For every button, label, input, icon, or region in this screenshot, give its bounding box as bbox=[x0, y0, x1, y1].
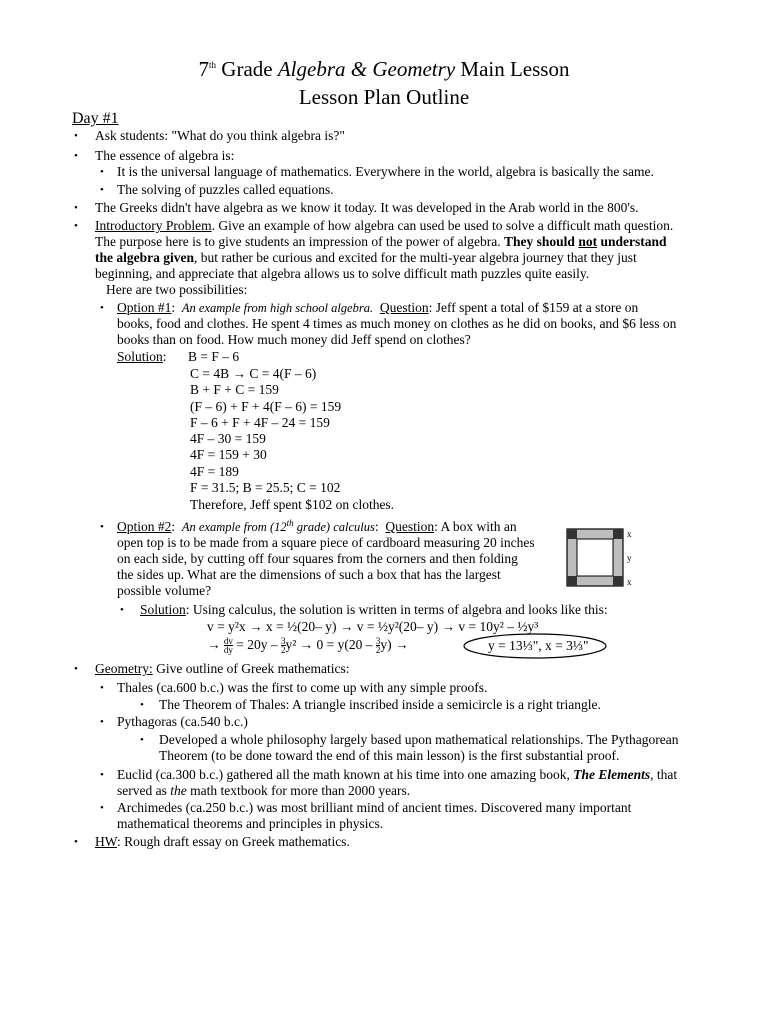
euclid-text-a: Euclid (ca.300 b.c.) gathered all the math known at his time into one amazing book, bbox=[117, 767, 574, 782]
title-subject: Algebra & Geometry bbox=[277, 57, 456, 81]
bullet: • bbox=[74, 663, 78, 675]
intro-line-2 bbox=[95, 234, 666, 250]
diagram-label-y: y bbox=[627, 553, 632, 563]
option1-line-2: books, food and clothes. He spent 4 times as much money on clothes as he did on books, and $6 less on bbox=[117, 316, 677, 331]
geometry-euclid-1 bbox=[117, 767, 677, 783]
option2-sol-label: Solution bbox=[140, 602, 186, 617]
corner-square bbox=[613, 529, 623, 539]
intro-text-2a: The purpose here is to give students an impression of the power of algebra. bbox=[95, 234, 505, 249]
option2-line-5: possible volume? bbox=[117, 583, 212, 598]
euclid-text-d: math textbook for more than 2000 years. bbox=[186, 783, 411, 798]
day-heading: Day #1 bbox=[72, 110, 119, 127]
homework-line bbox=[95, 834, 350, 850]
page-title bbox=[0, 56, 768, 82]
geometry-pyth-sub-1: Developed a whole philosophy largely based upon mathematical relationships. The Pythagorean bbox=[159, 732, 679, 747]
option2-line-4: the sides up. What are the dimensions of such a box that has the largest bbox=[117, 567, 501, 582]
item-essence-b: The solving of puzzles called equations. bbox=[117, 182, 334, 197]
euclid-the: the bbox=[170, 783, 187, 798]
option1-question-label: Question bbox=[379, 300, 429, 315]
corner-square bbox=[613, 576, 623, 586]
intro-text-3b: , but rather be curious and excited for the multi-year algebra journey that they just bbox=[194, 250, 637, 265]
option1-italic: An example from high school algebra. bbox=[181, 301, 374, 315]
corner-square bbox=[567, 576, 577, 586]
bullet: • bbox=[100, 302, 104, 314]
item-greeks: The Greeks didn't have algebra as we know it today. It was developed in the Arab world in the 800's. bbox=[95, 200, 639, 215]
option1-text-1: : Jeff spent a total of $159 at a store on bbox=[428, 300, 639, 315]
frac-den: 2 bbox=[375, 645, 381, 656]
option2-italic-b: grade) calculus bbox=[293, 520, 375, 534]
bullet: • bbox=[74, 150, 78, 162]
geometry-line bbox=[95, 661, 350, 677]
geometry-pyth-sub-2: Theorem (to be done toward the end of this main lesson) is the first substantial proof. bbox=[159, 748, 620, 763]
option1-step: C = 4B → C = 4(F – 6) bbox=[190, 366, 317, 381]
eq2-b: y² → 0 = y(20 – bbox=[285, 637, 376, 652]
box-base bbox=[577, 539, 613, 576]
option2-question-label: Question bbox=[385, 519, 435, 534]
option2-equation-1: v = y²x → x = ½(20– y) → v = ½y²(20– y) → v = 10y² – ½y³ bbox=[207, 619, 539, 634]
option2-line-1: Option #2: An example from (12th grade) calculus: Question: A box with an bbox=[117, 517, 517, 534]
euclid-book: The Elements bbox=[573, 767, 651, 782]
option1-line-1: Option #1: An example from high school algebra. Question: Jeff spent a total of $159 at a store on bbox=[117, 300, 639, 315]
geometry-euclid-2 bbox=[117, 783, 410, 799]
intro-line-1 bbox=[95, 218, 673, 234]
item-essence: The essence of algebra is: bbox=[95, 148, 235, 163]
bullet: • bbox=[100, 166, 104, 178]
option1-step: B = F – 6 bbox=[188, 349, 240, 364]
option2-equation-2 bbox=[207, 637, 409, 654]
frac-num: 3 bbox=[375, 636, 381, 647]
intro-text-1: . Give an example of how algebra can used be used to solve a difficult math question. bbox=[211, 218, 674, 233]
eq2-c: y) → bbox=[380, 637, 409, 652]
intro-text-2c: not bbox=[578, 234, 598, 249]
bullet: • bbox=[140, 734, 144, 746]
fraction-dv-dy bbox=[224, 637, 233, 654]
geometry-text: Give outline of Greek mathematics: bbox=[152, 661, 350, 676]
option1-step: (F – 6) + F + 4(F – 6) = 159 bbox=[190, 399, 342, 414]
option1-step: F – 6 + F + 4F – 24 = 159 bbox=[190, 415, 330, 430]
bullet: • bbox=[100, 682, 104, 694]
geometry-pythagoras: Pythagoras (ca.540 b.c.) bbox=[117, 714, 248, 729]
bullet: • bbox=[100, 802, 104, 814]
page-subtitle: Lesson Plan Outline bbox=[298, 85, 470, 109]
bullet: • bbox=[100, 521, 104, 533]
option2-answer: y = 13⅓", x = 3⅓" bbox=[488, 638, 589, 653]
option2-italic-a: An example from (12 bbox=[181, 520, 287, 534]
option1-solution-label: Solution: bbox=[117, 349, 167, 364]
intro-text-2b: They should bbox=[504, 234, 579, 249]
option1-step: Therefore, Jeff spent $102 on clothes. bbox=[190, 497, 395, 512]
item-ask: Ask students: "What do you think algebra is?" bbox=[95, 128, 345, 143]
option1-step: B + F + C = 159 bbox=[190, 382, 279, 397]
bullet: • bbox=[100, 769, 104, 781]
option1-line-3: books than on food. How much money did Jeff spend on clothes? bbox=[117, 332, 471, 347]
option2-text-1: : A box with an bbox=[434, 519, 517, 534]
option1-sol-label: Solution bbox=[117, 349, 163, 364]
bullet: • bbox=[100, 184, 104, 196]
title-suffix: Main Lesson bbox=[460, 57, 570, 81]
bullet: • bbox=[74, 130, 78, 142]
option2-sol-text: : Using calculus, the solution is written in terms of algebra and looks like this: bbox=[185, 602, 608, 617]
option1-step: 4F – 30 = 159 bbox=[190, 431, 266, 446]
eq2-arrow: → bbox=[207, 637, 221, 652]
geometry-thales-sub: The Theorem of Thales: A triangle inscribed inside a semicircle is a right triangle. bbox=[159, 697, 601, 712]
intro-text-2d: understand bbox=[597, 234, 667, 249]
option2-italic-sup: th bbox=[286, 517, 294, 528]
frac-num: 3 bbox=[281, 636, 286, 647]
option2-line-2: open top is to be made from a square piece of cardboard measuring 20 inches bbox=[117, 535, 535, 550]
frac-den: 2 bbox=[281, 645, 286, 656]
homework-label: HW bbox=[95, 834, 117, 849]
bullet: • bbox=[74, 202, 78, 214]
diagram-label-x-bottom: x bbox=[627, 577, 632, 587]
intro-label: Introductory Problem bbox=[95, 218, 212, 233]
bullet: • bbox=[74, 220, 78, 232]
option1-label: Option #1 bbox=[117, 300, 172, 315]
option1-step: 4F = 159 + 30 bbox=[190, 447, 267, 462]
geometry-archimedes-2: mathematical theorems and principles in physics. bbox=[117, 816, 384, 831]
intro-line-3 bbox=[95, 250, 637, 266]
title-grade-word: Grade bbox=[221, 57, 273, 81]
homework-text: : Rough draft essay on Greek mathematics. bbox=[117, 834, 350, 849]
box-net-diagram bbox=[562, 526, 642, 596]
intro-text-3a: the algebra given bbox=[95, 250, 194, 265]
bullet: • bbox=[140, 699, 144, 711]
option2-line-3: on each side, by cutting off four squares from the corners and then folding bbox=[117, 551, 518, 566]
title-grade-number: 7 bbox=[198, 57, 210, 81]
item-essence-a: It is the universal language of mathematics. Everywhere in the world, algebra is basically the same. bbox=[117, 164, 654, 179]
frac-den: dy bbox=[223, 645, 233, 656]
bullet: • bbox=[74, 836, 78, 848]
intro-line-5: Here are two possibilities: bbox=[106, 282, 248, 297]
option2-solution bbox=[140, 602, 608, 618]
option1-step: 4F = 189 bbox=[190, 464, 239, 479]
euclid-text-c: served as bbox=[117, 783, 171, 798]
option2-label: Option #2 bbox=[117, 519, 172, 534]
geometry-label: Geometry: bbox=[95, 661, 153, 676]
diagram-label-x-top: x bbox=[627, 529, 632, 539]
title-grade-sup: th bbox=[209, 60, 217, 70]
intro-line-4: beginning, and appreciate that algebra allows us to solve difficult math puzzles quite easily. bbox=[95, 266, 590, 281]
euclid-text-b: , that bbox=[650, 767, 678, 782]
geometry-thales: Thales (ca.600 b.c.) was the first to come up with any simple proofs. bbox=[117, 680, 488, 695]
frac-num: dv bbox=[223, 636, 233, 647]
eq2-a: = 20y – bbox=[232, 637, 281, 652]
geometry-archimedes-1: Archimedes (ca.250 b.c.) was most brilliant mind of ancient times. Discovered many important bbox=[117, 800, 632, 815]
corner-square bbox=[567, 529, 577, 539]
option1-step: F = 31.5; B = 25.5; C = 102 bbox=[190, 480, 341, 495]
bullet: • bbox=[100, 716, 104, 728]
bullet: • bbox=[120, 604, 124, 616]
